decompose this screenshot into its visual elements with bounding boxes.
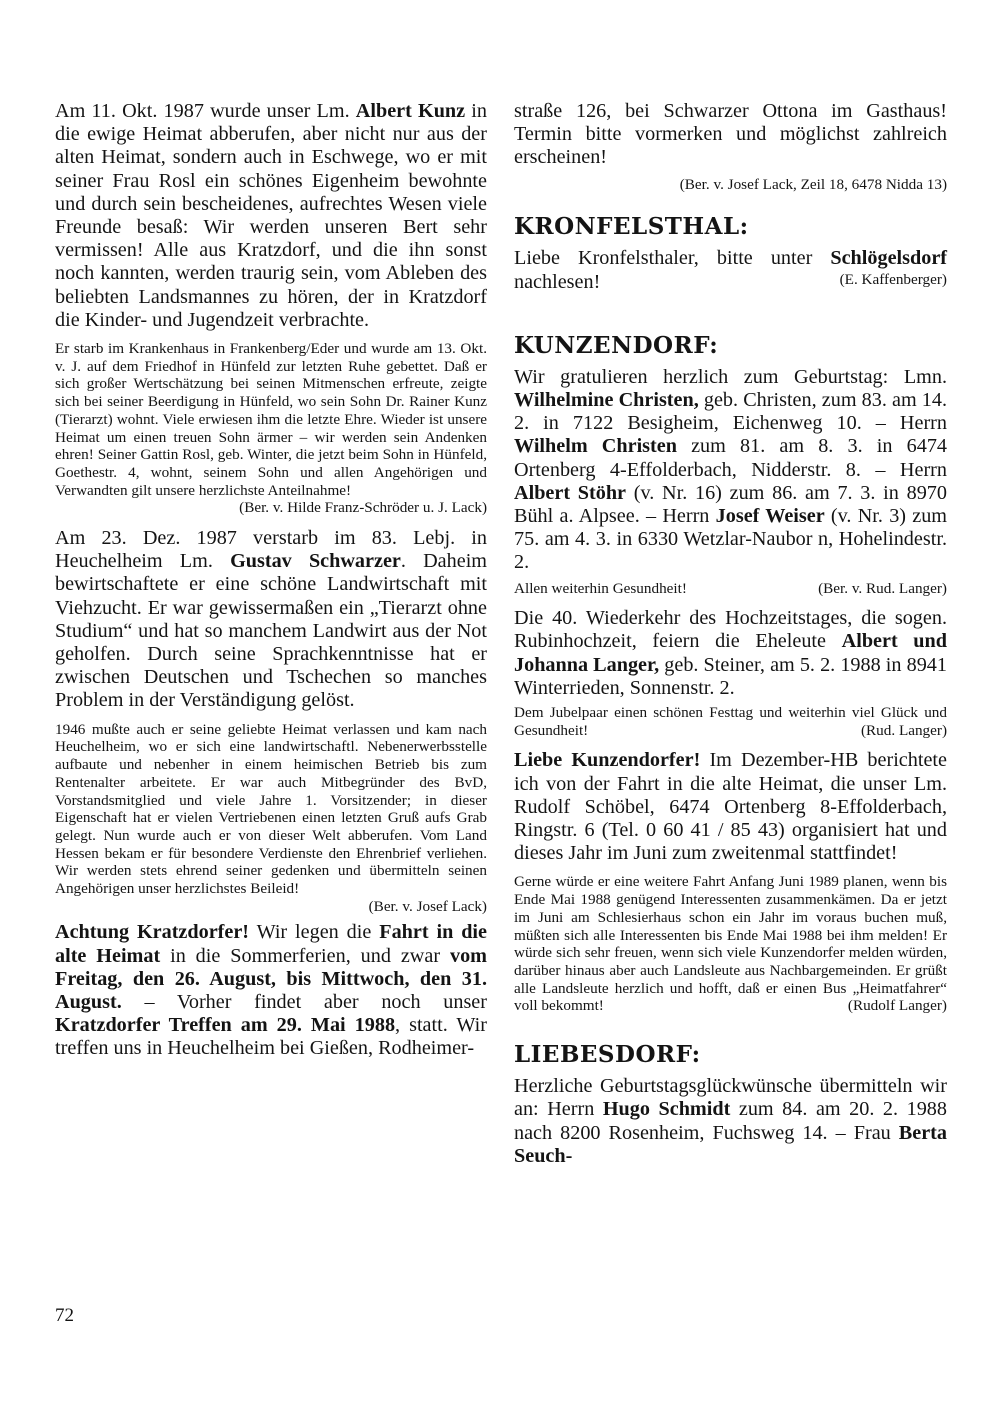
- reporter-signature: (Ber. v. Rud. Langer): [818, 579, 947, 597]
- text: in die ewige Heimat abberufen, aber nicht nur aus der alten Heimat, sondern auch in Eschwege, wo er mit seiner Frau Rosl ein schönes Eigenheim bewohnte und durch sein bescheidenes, aufrechtes Wesen viele Freunde besaß: Wir werden unseren Bert sehr vermissen! Alle aus Kratzdorf, und die ihn sonst noch kannten, werden traurig sein, vom Ableben des beliebten Landsmannes zu hören, der in Kratzdorf die Kinder- und Jugendzeit verbrachte.: [55, 100, 487, 331]
- text: zum 81. am 8. 3. in 6474 Ortenberg 4-Effolderbach, Nidderstr. 8. – Herrn: [514, 435, 948, 481]
- text: nachlesen!: [514, 270, 601, 293]
- bold-text: Achtung Kratzdorfer!: [55, 921, 250, 944]
- person-name: Gustav Schwarzer: [230, 550, 401, 573]
- liebesdorf-birthdays: [514, 1075, 947, 1168]
- obituary-albert-kunz: [55, 100, 487, 332]
- trip-announcement: [55, 921, 487, 1060]
- text: Am 11. Okt. 1987 wurde unser Lm.: [55, 100, 356, 122]
- text: Im Dezember-HB berichtete ich von der Fahrt in die alte Heimat, die unser Lm. Rudolf Schöbel, 6474 Ortenberg 8-Effolderbach, Ringstr. 6 (Tel. 0 60 41 / 85 43) organisiert hat und dieses Jahr im Juni zum zweitenmal stattfindet!: [514, 749, 947, 865]
- ruby-wedding: [514, 607, 947, 700]
- text: straße 126, bei Schwarzer Ottona im Gasthaus! Termin bitte vormerken und möglichst zahlreich erscheinen!: [514, 100, 947, 169]
- kunzendorf-birthdays-wish: [514, 580, 947, 598]
- reporter-signature: (Ber. v. Josef Lack): [368, 897, 487, 915]
- text: Gerne würde er eine weitere Fahrt Anfang Juni 1989 planen, wenn bis Ende Mai 1988 genügend Interessenten zusammenkämen. Da er jetzt im Juni am Schlesierhaus schon ein Jahr im voraus buchen muß, müßten sich alle Interessenten bis Ende Mai 1988 bei ihm melden! Er würde sich sehr freuen, wenn sich viele Kunzendorfer melden würden, darüber hinaus aber auch Landsleute aus Nachbargemeinden. Er grüßt alle Landsleute herzlich und hofft, daß er einen Bus „Heimatfahrer“ voll bekommt!: [514, 873, 947, 1015]
- reporter-signature: (Ber. v. Josef Lack, Zeil 18, 6478 Nidda 13): [679, 175, 947, 193]
- obituary-gustav-schwarzer-details: [55, 721, 487, 916]
- text: zum 84. am 20. 2. 1988 nach 8200 Rosenheim, Fuchsweg 14. – Frau: [514, 1098, 947, 1144]
- kunzendorf-trip: [514, 749, 947, 865]
- bold-text: Kratzdorfer Treffen am 29. Mai 1988: [55, 1014, 396, 1037]
- text: Herzliche Geburtstagsglückwünsche übermitteln wir an: Herrn: [514, 1075, 947, 1121]
- section-heading-kunzendorf: KUNZENDORF:: [514, 331, 719, 359]
- bold-text: Liebe Kunzendorfer!: [514, 749, 701, 772]
- bold-text: Albert Stöhr: [514, 481, 627, 504]
- text: Die 40. Wiederkehr des Hochzeitstages, die sogen. Rubinhochzeit, feiern die Eheleute: [514, 607, 947, 653]
- text: . Daheim bewirtschaftete er eine schöne Landwirtschaft mit Viehzucht. Er war gewissermaßen ein „Tierarzt ohne Studium“ und hat so manchem Landwirt aus der Not geholfen. Durch seine Sprachkenntnisse hat er zwischen Deutschen und Tschechen so manches Problem in der Verständigung gelöst.: [55, 550, 488, 712]
- text: geb. Christen, zum 83. am 14. 2. in 7122 Besigheim, Eichenweg 10. – Herrn: [514, 388, 948, 435]
- text: 1946 mußte auch er seine geliebte Heimat verlassen und kam nach Heuchelheim, wo er sich eine landwirtschaftl. Nebenerwerbsstelle aufbaute und nebenher in einem heimischen Betrieb bis zum Rentenalter arbeitete. Er war auch Mitbegründer des BvD, Vorstandsmitglied und viele Jahre 1. Vorsitzender; in dieser Eigenschaft hat er vielen Vertriebenen einen letzten Gruß aufs Grab gelegt. Nun wurde auch er von dieser Welt abberufen. Vom Land Hessen bekam er für besondere Verdienste den Ehrenbrief verliehen. Wir werden stets ehrend seiner gedenken und übermitteln seinen Angehörigen unser herzlichstes Beileid!: [55, 720, 487, 898]
- obituary-albert-kunz-details: [55, 340, 487, 517]
- reporter-signature-line: [514, 176, 947, 194]
- kronfelsthal-note: [514, 247, 947, 293]
- text: Dem Jubelpaar einen schönen Festtag und weiterhin viel Glück und Gesundheit!: [514, 704, 947, 739]
- kunzendorf-trip-details: [514, 873, 947, 1015]
- text: in die Sommerferien, und zwar: [160, 944, 450, 967]
- text: – Vorher findet aber noch unser: [121, 991, 487, 1014]
- page-number: 72: [55, 1305, 74, 1326]
- left-column: [55, 100, 487, 1061]
- section-heading-liebesdorf: LIEBESDORF:: [514, 1041, 701, 1069]
- reporter-signature: (Rudolf Langer): [847, 997, 947, 1015]
- text: Allen weiterhin Gesundheit!: [514, 579, 687, 597]
- bold-text: Fahrt in die alte Heimat: [55, 921, 488, 967]
- text: Am 23. Dez. 1987 verstarb im 83. Lebj. in Heuchelheim Lm.: [55, 527, 487, 573]
- text: Wir legen die: [249, 921, 380, 944]
- bold-text: Berta Seuch-: [514, 1121, 947, 1167]
- kunzendorf-birthdays: [514, 366, 947, 575]
- bold-text: Wilhelmine Christen,: [514, 388, 699, 411]
- text: geb. Steiner, am 5. 2. 1988 in 8941 Winterrieden, Sonnenstr. 2.: [514, 653, 947, 699]
- trip-announcement-continued: [514, 100, 947, 170]
- obituary-gustav-schwarzer: [55, 527, 487, 713]
- text: , statt. Wir treffen uns in Heuchelheim bei Gießen, Rodheimer-: [55, 1014, 487, 1060]
- right-column: [514, 100, 947, 1168]
- text: (v. Nr. 3) zum 75. am 4. 3. in 6330 Wetzlar-Naubor n, Hohelindestr. 2.: [514, 504, 948, 574]
- text: Wir gratulieren herzlich zum Geburtstag: Lmn.: [514, 365, 947, 388]
- reporter-signature: (E. Kaffenberger): [839, 270, 947, 288]
- bold-text: Hugo Schmidt: [602, 1098, 731, 1121]
- person-name: Albert Kunz: [355, 100, 466, 122]
- bold-text: vom Freitag, den 26. August, bis Mittwoch, den 31. August.: [55, 944, 487, 1014]
- text: (v. Nr. 16) zum 86. am 7. 3. in 8970 Bühl a. Alpsee. – Herrn: [514, 481, 947, 527]
- bold-text: Wilhelm Christen: [514, 435, 677, 458]
- text: Er starb im Krankenhaus in Frankenberg/Eder und wurde am 13. Okt. v. J. auf dem Friedhof in Hünfeld zur letzten Ruhe gebettet. Daß er sich großer Wertschätzung bei seinen Mitmenschen erfreute, zeigte sich bei seiner Beerdigung in Hünfeld, wo sein Sohn Dr. Rainer Kunz (Tierarzt) wohnt. Viele erwiesen ihm die letzte Ehre. Wieder ist unsere Heimat um einen treuen Sohn ärmer – wir werden sein Andenken ehren! Seiner Gattin Rosl, geb. Winter, die jetzt beim Sohn in Hünfeld, Goethestr. 4, wohnt, seinem Sohn und allen Angehörigen und Verwandten gilt unsere herzlichste Anteilnahme!: [55, 340, 487, 499]
- reporter-signature: (Ber. v. Hilde Franz-Schröder u. J. Lack): [239, 499, 487, 517]
- section-heading-kronfelsthal: KRONFELSTHAL:: [514, 213, 749, 241]
- bold-text: Josef Weiser: [715, 504, 825, 527]
- ruby-wedding-wish: [514, 704, 947, 739]
- text: Liebe Kronfelsthaler, bitte unter: [514, 247, 831, 270]
- reporter-signature: (Rud. Langer): [860, 721, 947, 739]
- bold-text: Schlögelsdorf: [830, 247, 947, 270]
- bold-text: Albert und Johanna Langer,: [514, 630, 947, 676]
